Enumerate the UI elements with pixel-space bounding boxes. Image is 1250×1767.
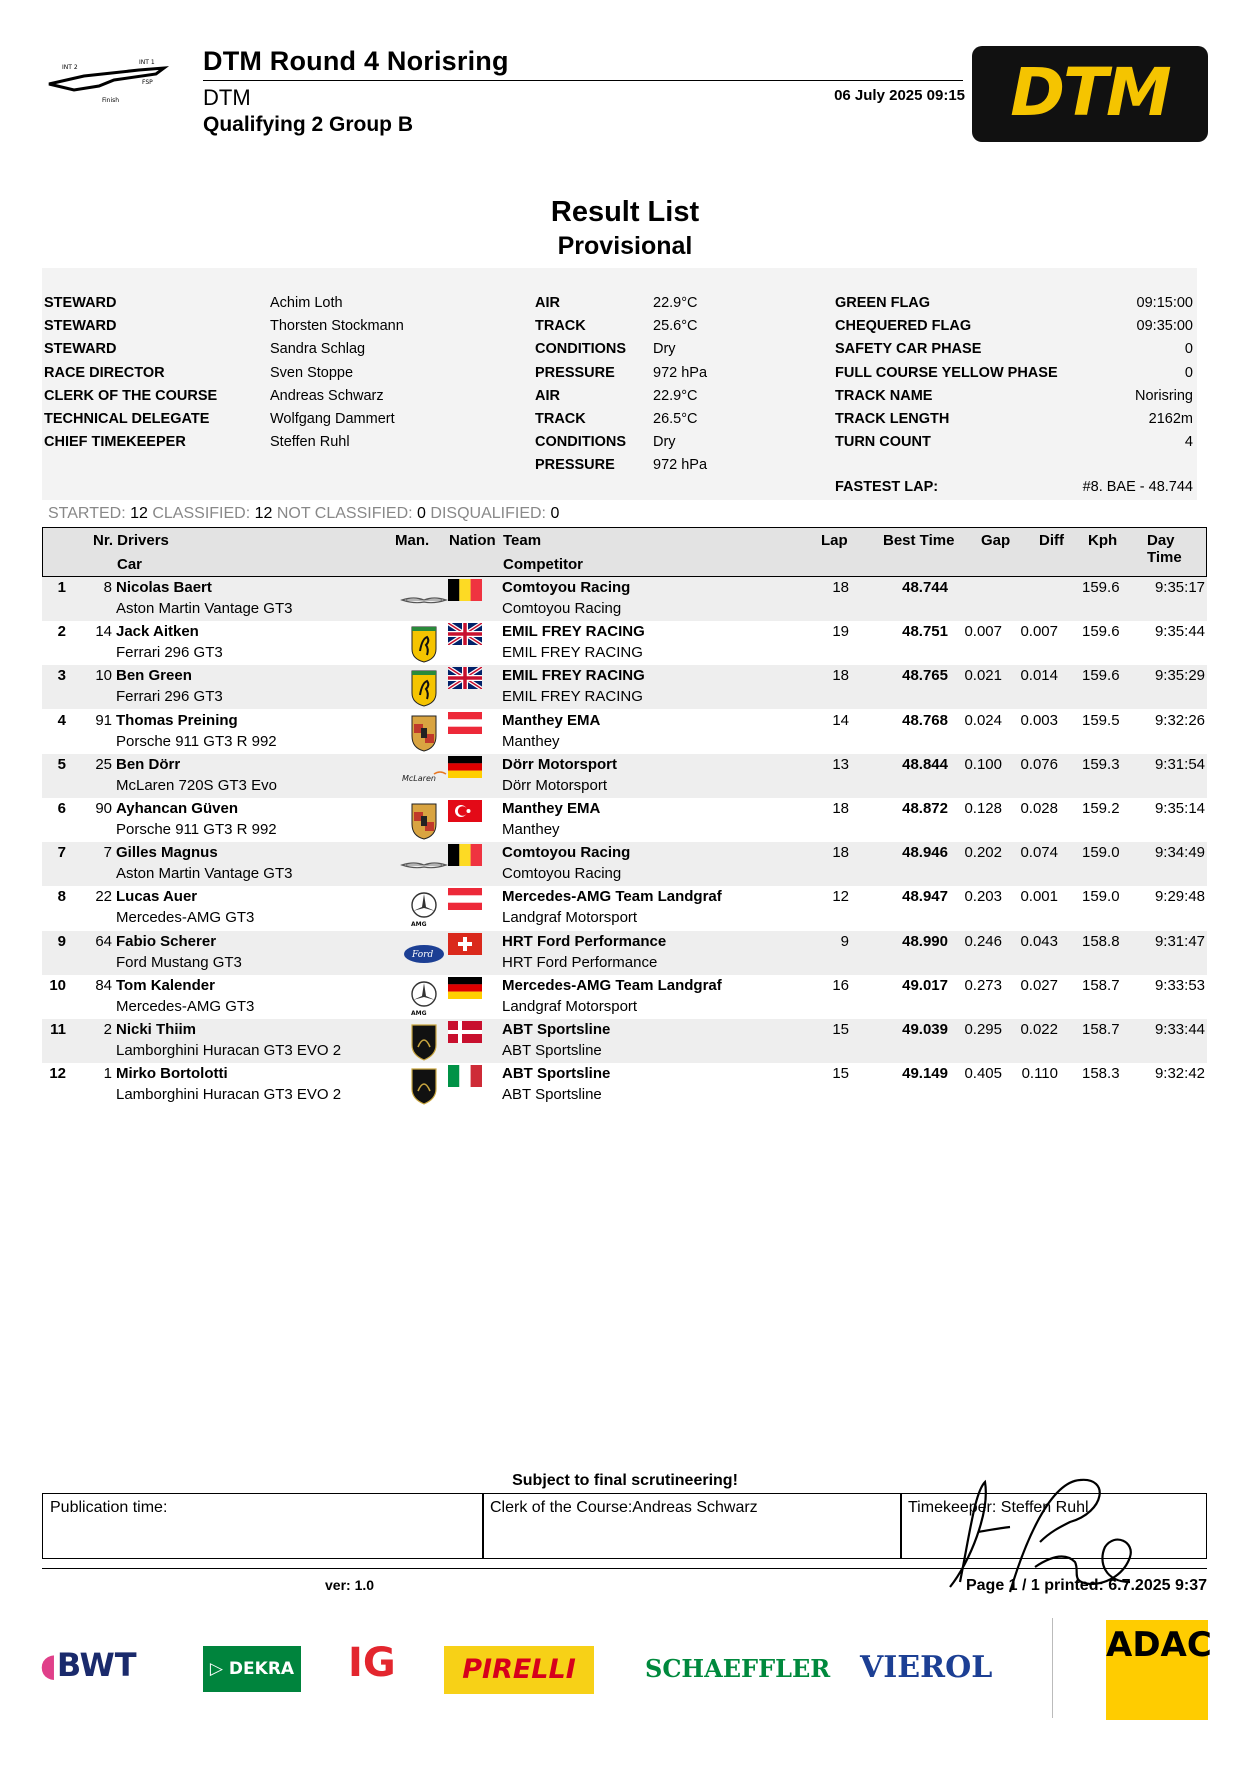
lamborghini-logo-icon: [400, 1067, 448, 1105]
track-info-row-label: CHEQUERED FLAG: [835, 318, 972, 335]
best-time-cell: 48.768: [902, 711, 948, 729]
driver-cell: Tom Kalender: [116, 976, 215, 994]
kph-cell: 159.5: [1082, 711, 1120, 729]
table-row: [42, 1019, 1207, 1063]
competitor-cell: Landgraf Motorsport: [502, 997, 638, 1015]
bwt-logo-text: BWT: [56, 1646, 137, 1684]
table-row: [42, 1063, 1207, 1107]
table-row: [42, 842, 1207, 886]
steward-row-value: Sandra Schlag: [270, 341, 366, 358]
diff-cell: 0.076: [1020, 755, 1058, 773]
team-cell: HRT Ford Performance: [502, 932, 667, 950]
car-model-cell: Ford Mustang GT3: [116, 953, 242, 971]
mclaren-logo-icon: [400, 758, 448, 796]
table-row: [42, 975, 1207, 1019]
weather-row-value: 26.5°C: [653, 411, 698, 427]
table-row: [42, 710, 1207, 754]
track-info-row-label: TRACK NAME: [835, 387, 933, 404]
car-number-cell: 91: [95, 711, 112, 729]
car-number-cell: 64: [95, 932, 112, 950]
weather-row-value: Dry: [653, 341, 676, 358]
best-time-cell: 49.149: [902, 1065, 948, 1083]
driver-cell: Ben Green: [116, 667, 192, 685]
clerk-label: Clerk of the Course:Andreas Schwarz: [490, 1499, 758, 1516]
car-model-cell: Porsche 911 GT3 R 992: [116, 821, 277, 838]
col-man: Man.: [395, 532, 430, 549]
session-name: Qualifying 2 Group B: [203, 113, 414, 136]
diff-cell: 0.003: [1020, 711, 1058, 729]
driver-cell: Gilles Magnus: [116, 844, 218, 862]
position-cell: 3: [57, 667, 66, 685]
track-info-row-value: 4: [1184, 434, 1193, 451]
weather-row-label: PRESSURE: [535, 457, 615, 474]
gap-cell: 0.024: [964, 711, 1002, 729]
team-cell: Manthey EMA: [502, 800, 601, 817]
competitor-cell: Manthey: [502, 821, 560, 838]
dekra-arrow-icon: ▷: [209, 1659, 229, 1679]
best-time-cell: 48.844: [902, 755, 948, 773]
timekeeper-label: Timekeeper: Steffen Ruhl: [908, 1499, 1089, 1516]
gap-cell: 0.273: [964, 976, 1002, 994]
diff-cell: 0.027: [1020, 976, 1058, 994]
not-classified-count: 0: [417, 505, 426, 522]
diff-cell: 0.014: [1020, 667, 1058, 685]
clerk-box: [482, 1493, 902, 1559]
car-number-cell: 22: [95, 888, 112, 906]
team-cell: ABT Sportsline: [502, 1065, 611, 1083]
flag-dk-icon: [448, 1021, 482, 1043]
best-time-cell: 48.946: [902, 844, 948, 862]
driver-cell: Thomas Preining: [116, 711, 238, 729]
kph-cell: 158.7: [1082, 1021, 1120, 1038]
car-number-cell: 1: [103, 1065, 112, 1083]
lap-cell: 18: [832, 800, 849, 817]
gap-cell: 0.100: [964, 755, 1002, 773]
dtm-logo: [972, 46, 1208, 142]
team-cell: Comtoyou Racing: [502, 844, 631, 862]
car-model-cell: Mercedes-AMG GT3: [116, 997, 255, 1015]
lap-cell: 12: [832, 888, 849, 906]
dekra-logo-text: DEKRA: [228, 1659, 295, 1679]
driver-cell: Fabio Scherer: [116, 932, 217, 950]
ferrari-logo-icon: [400, 625, 448, 663]
car-number-cell: 7: [103, 844, 112, 862]
col-kph: Kph: [1088, 532, 1118, 549]
track-info-row-label: TRACK LENGTH: [835, 411, 950, 427]
steward-row-label: STEWARD: [44, 295, 117, 311]
lap-cell: 18: [832, 667, 849, 685]
col-gap: Gap: [981, 532, 1011, 549]
team-cell: Manthey EMA: [502, 711, 601, 729]
car-number-cell: 8: [103, 579, 112, 596]
driver-cell: Mirko Bortolotti: [116, 1065, 228, 1083]
col-team: Team: [503, 532, 542, 549]
day-time-cell: 9:32:26: [1154, 711, 1205, 729]
ig-logo: IG: [348, 1640, 396, 1686]
lamborghini-logo-icon: [400, 1023, 448, 1061]
competitor-cell: ABT Sportsline: [502, 1042, 602, 1059]
svg-text:Ford: Ford: [412, 949, 434, 960]
page-printed-info: Page 1 / 1 printed: 6.7.2025 9:37: [965, 1577, 1207, 1594]
col-lap: Lap: [821, 532, 848, 549]
results-table-header: [42, 527, 1207, 577]
position-cell: 4: [57, 711, 66, 729]
classified-label: CLASSIFIED:: [152, 505, 251, 522]
started-count: 12: [130, 505, 148, 522]
track-info-row-label: GREEN FLAG: [835, 295, 931, 311]
aston-logo-icon: [400, 846, 448, 884]
car-model-cell: Porsche 911 GT3 R 992: [116, 732, 277, 750]
weather-row-value: 22.9°C: [653, 387, 698, 404]
bwt-swirl-icon: ◖: [40, 1646, 57, 1684]
flag-gb-icon: [448, 623, 482, 645]
table-row: [42, 577, 1207, 621]
sponsor-divider: [1052, 1618, 1053, 1718]
steward-row-value: Thorsten Stockmann: [270, 318, 404, 335]
weather-row-value: Dry: [653, 434, 676, 451]
pirelli-logo: PIRELLI: [444, 1646, 594, 1694]
driver-cell: Lucas Auer: [116, 888, 198, 906]
track-info-row-value: 09:15:00: [1136, 295, 1193, 311]
lap-cell: 18: [832, 579, 849, 596]
table-row: [42, 621, 1207, 665]
svg-text:McLaren: McLaren: [402, 773, 436, 783]
gap-cell: 0.021: [964, 667, 1002, 685]
kph-cell: 159.6: [1082, 667, 1120, 685]
weather-row-value: 25.6°C: [653, 318, 698, 335]
lap-cell: 18: [832, 844, 849, 862]
car-model-cell: McLaren 720S GT3 Evo: [116, 776, 277, 794]
table-row: [42, 886, 1207, 930]
steward-row-value: Sven Stoppe: [270, 364, 354, 381]
table-row: [42, 931, 1207, 975]
col-nr-drivers: Nr. Drivers: [93, 532, 169, 549]
day-time-cell: 9:35:44: [1154, 623, 1205, 641]
kph-cell: 159.3: [1082, 755, 1120, 773]
classified-count: 12: [254, 505, 273, 522]
steward-row-label: RACE DIRECTOR: [44, 364, 165, 381]
not-classified-label: NOT CLASSIFIED:: [276, 505, 413, 522]
day-time-cell: 9:33:53: [1154, 976, 1205, 994]
competitor-cell: HRT Ford Performance: [502, 953, 658, 971]
steward-row-label: CLERK OF THE COURSE: [44, 387, 218, 404]
best-time-cell: 48.744: [902, 579, 948, 596]
track-map-logo: [44, 56, 174, 111]
flag-at-icon: [448, 712, 482, 734]
kph-cell: 159.0: [1082, 844, 1120, 862]
track-label-int2: INT 2: [62, 64, 78, 71]
gap-cell: 0.405: [964, 1065, 1002, 1083]
flag-at-icon: [448, 888, 482, 910]
flag-it-icon: [448, 1065, 482, 1087]
flag-ch-icon: [448, 933, 482, 955]
car-number-cell: 84: [95, 976, 112, 994]
gap-cell: 0.202: [964, 844, 1002, 862]
lap-cell: 16: [832, 976, 849, 994]
diff-cell: 0.007: [1020, 623, 1058, 641]
team-cell: Mercedes-AMG Team Landgraf: [502, 976, 722, 994]
car-number-cell: 2: [103, 1021, 112, 1038]
steward-row-value: Wolfgang Dammert: [270, 411, 395, 427]
lap-cell: 19: [832, 623, 849, 641]
lap-cell: 14: [832, 711, 849, 729]
steward-row-label: STEWARD: [44, 318, 117, 335]
weather-row-value: 22.9°C: [653, 295, 698, 311]
kph-cell: 158.7: [1082, 976, 1120, 994]
event-title: DTM Round 4 Norisring: [203, 46, 509, 76]
gap-cell: 0.007: [964, 623, 1002, 641]
competitor-cell: Comtoyou Racing: [502, 600, 622, 617]
series-name: DTM: [203, 85, 251, 110]
driver-cell: Nicki Thiim: [116, 1021, 197, 1038]
team-cell: EMIL FREY RACING: [502, 623, 645, 641]
weather-row-label: CONDITIONS: [535, 434, 627, 451]
competitor-cell: Manthey: [502, 732, 560, 750]
publication-time-box: [42, 1493, 484, 1559]
driver-cell: Ayhancan Güven: [116, 800, 238, 817]
position-cell: 7: [57, 844, 66, 862]
svg-text:AMG: AMG: [411, 921, 427, 929]
weather-row-label: CONDITIONS: [535, 341, 627, 358]
car-number-cell: 25: [95, 755, 112, 773]
started-label: STARTED:: [48, 505, 126, 522]
fastest-lap-label: FASTEST LAP:: [835, 479, 939, 495]
driver-cell: Nicolas Baert: [116, 579, 212, 596]
header-divider: [203, 80, 963, 81]
svg-text:AMG: AMG: [411, 1009, 427, 1017]
car-model-cell: Aston Martin Vantage GT3: [116, 600, 293, 617]
weather-row-label: PRESSURE: [535, 364, 615, 381]
track-info-row-label: SAFETY CAR PHASE: [835, 341, 982, 358]
flag-be-icon: [448, 844, 482, 866]
competitor-cell: EMIL FREY RACING: [502, 644, 643, 662]
steward-row-label: CHIEF TIMEKEEPER: [44, 434, 186, 451]
competitor-cell: EMIL FREY RACING: [502, 688, 643, 706]
position-cell: 9: [57, 932, 66, 950]
car-model-cell: Aston Martin Vantage GT3: [116, 865, 293, 883]
mercedes-logo-icon: [400, 979, 448, 1017]
competitor-cell: Comtoyou Racing: [502, 865, 622, 883]
diff-cell: 0.028: [1020, 800, 1058, 817]
track-info-row-label: FULL COURSE YELLOW PHASE: [835, 364, 1058, 381]
day-time-cell: 9:35:14: [1154, 800, 1205, 817]
disqualified-label: DISQUALIFIED:: [430, 505, 546, 522]
steward-row-value: Steffen Ruhl: [270, 434, 350, 451]
position-cell: 1: [57, 579, 66, 596]
position-cell: 5: [57, 755, 66, 773]
kph-cell: 159.2: [1082, 800, 1120, 817]
lap-cell: 13: [832, 755, 849, 773]
flag-tr-icon: [448, 800, 482, 822]
ferrari-logo-icon: [400, 669, 448, 707]
table-row: [42, 754, 1207, 798]
weather-row-label: TRACK: [535, 318, 586, 335]
car-model-cell: Lamborghini Huracan GT3 EVO 2: [116, 1042, 342, 1059]
kph-cell: 158.3: [1082, 1065, 1120, 1083]
publication-time-label: Publication time:: [50, 1499, 168, 1516]
track-info-row-value: Norisring: [1134, 387, 1193, 404]
steward-row-label: TECHNICAL DELEGATE: [44, 411, 210, 427]
track-label-int1: INT 1: [139, 59, 155, 66]
gap-cell: 0.203: [964, 888, 1002, 906]
day-time-cell: 9:35:29: [1154, 667, 1205, 685]
car-model-cell: Lamborghini Huracan GT3 EVO 2: [116, 1086, 342, 1104]
flag-be-icon: [448, 579, 482, 601]
result-title: Result List: [550, 196, 700, 228]
team-cell: EMIL FREY RACING: [502, 667, 645, 685]
day-time-cell: 9:35:17: [1154, 579, 1205, 596]
position-cell: 12: [49, 1065, 66, 1083]
day-time-cell: 9:34:49: [1154, 844, 1205, 862]
track-info-row-label: TURN COUNT: [835, 434, 931, 451]
lap-cell: 9: [840, 932, 849, 950]
track-info-row-value: 09:35:00: [1136, 318, 1193, 335]
weather-row-label: AIR: [535, 387, 560, 404]
col-car: Car: [117, 556, 143, 573]
best-time-cell: 48.947: [902, 888, 948, 906]
fastest-lap-value: #8. BAE - 48.744: [1082, 479, 1193, 495]
dekra-logo: [203, 1646, 301, 1692]
flag-de-icon: [448, 977, 482, 999]
best-time-cell: 49.039: [902, 1021, 948, 1038]
footer-divider: [42, 1568, 1207, 1569]
steward-row-value: Achim Loth: [270, 295, 343, 311]
col-day-time: Day Time: [1147, 532, 1182, 566]
kph-cell: 159.6: [1082, 579, 1120, 596]
bwt-logo: [40, 1646, 137, 1684]
ford-logo-icon: [400, 935, 448, 973]
weather-row-value: 972 hPa: [653, 457, 708, 474]
best-time-cell: 49.017: [902, 976, 948, 994]
col-competitor: Competitor: [503, 556, 583, 573]
mercedes-logo-icon: [400, 890, 448, 928]
car-model-cell: Ferrari 296 GT3: [116, 688, 223, 706]
flag-de-icon: [448, 756, 482, 778]
porsche-logo-icon: [400, 802, 448, 840]
diff-cell: 0.110: [1021, 1065, 1058, 1083]
best-time-cell: 48.751: [902, 623, 948, 641]
driver-cell: Jack Aitken: [116, 623, 199, 641]
car-number-cell: 14: [95, 623, 112, 641]
version-label: ver: 1.0: [325, 1577, 375, 1593]
day-time-cell: 9:32:42: [1154, 1065, 1205, 1083]
position-cell: 6: [57, 800, 66, 817]
result-status: Provisional: [557, 232, 693, 260]
porsche-logo-icon: [400, 714, 448, 752]
weather-row-label: AIR: [535, 295, 560, 311]
aston-logo-icon: [400, 581, 448, 619]
lap-cell: 15: [832, 1021, 849, 1038]
adac-logo: ADAC: [1106, 1620, 1208, 1720]
steward-row-label: STEWARD: [44, 341, 117, 358]
diff-cell: 0.022: [1020, 1021, 1058, 1038]
position-cell: 8: [57, 888, 66, 906]
weather-row-label: TRACK: [535, 411, 586, 427]
track-info-row-value: 0: [1184, 364, 1193, 381]
diff-cell: 0.001: [1020, 888, 1058, 906]
position-cell: 11: [50, 1021, 66, 1038]
lap-cell: 15: [832, 1065, 849, 1083]
scrutineering-note: Subject to final scrutineering!: [512, 1472, 738, 1489]
competitor-cell: ABT Sportsline: [502, 1086, 602, 1104]
track-info-row-value: 0: [1184, 341, 1193, 358]
track-label-finish: Finish: [102, 97, 120, 104]
steward-row-value: Andreas Schwarz: [270, 387, 384, 404]
day-time-cell: 9:33:44: [1154, 1021, 1205, 1038]
day-time-cell: 9:31:47: [1154, 932, 1205, 950]
gap-cell: 0.128: [964, 800, 1002, 817]
gap-cell: 0.246: [964, 932, 1002, 950]
car-model-cell: Ferrari 296 GT3: [116, 644, 223, 662]
diff-cell: 0.074: [1020, 844, 1058, 862]
car-number-cell: 90: [95, 800, 112, 817]
day-time-cell: 9:29:48: [1154, 888, 1205, 906]
kph-cell: 158.8: [1082, 932, 1120, 950]
driver-cell: Ben Dörr: [116, 755, 181, 773]
weather-row-value: 972 hPa: [653, 364, 708, 381]
diff-cell: 0.043: [1020, 932, 1058, 950]
vierol-logo: VIEROL: [860, 1650, 993, 1685]
competitor-cell: Landgraf Motorsport: [502, 909, 638, 927]
car-model-cell: Mercedes-AMG GT3: [116, 909, 255, 927]
flag-gb-icon: [448, 667, 482, 689]
best-time-cell: 48.872: [902, 800, 948, 817]
team-cell: Comtoyou Racing: [502, 579, 631, 596]
schaeffler-logo: SCHAEFFLER: [645, 1654, 831, 1683]
car-number-cell: 10: [95, 667, 112, 685]
position-cell: 2: [57, 623, 66, 641]
col-best-time: Best Time: [883, 532, 955, 549]
kph-cell: 159.0: [1082, 888, 1120, 906]
dtm-logo-text: DTM: [1010, 54, 1170, 131]
team-cell: Dörr Motorsport: [502, 755, 617, 773]
table-row: [42, 798, 1207, 842]
table-row: [42, 665, 1207, 709]
gap-cell: 0.295: [964, 1021, 1002, 1038]
col-nation: Nation: [449, 532, 496, 549]
session-datetime: 06 July 2025 09:15: [834, 87, 965, 104]
day-time-cell: 9:31:54: [1154, 755, 1205, 773]
col-diff: Diff: [1039, 532, 1064, 549]
track-label-fsp: FSP: [142, 79, 153, 86]
position-cell: 10: [49, 976, 66, 994]
team-cell: ABT Sportsline: [502, 1021, 611, 1038]
track-info-row-value: 2162m: [1148, 411, 1193, 427]
best-time-cell: 48.765: [902, 667, 948, 685]
best-time-cell: 48.990: [902, 932, 948, 950]
disqualified-count: 0: [550, 505, 560, 522]
competitor-cell: Dörr Motorsport: [502, 776, 608, 794]
kph-cell: 159.6: [1082, 623, 1120, 641]
classification-summary: [48, 505, 559, 523]
team-cell: Mercedes-AMG Team Landgraf: [502, 888, 722, 906]
